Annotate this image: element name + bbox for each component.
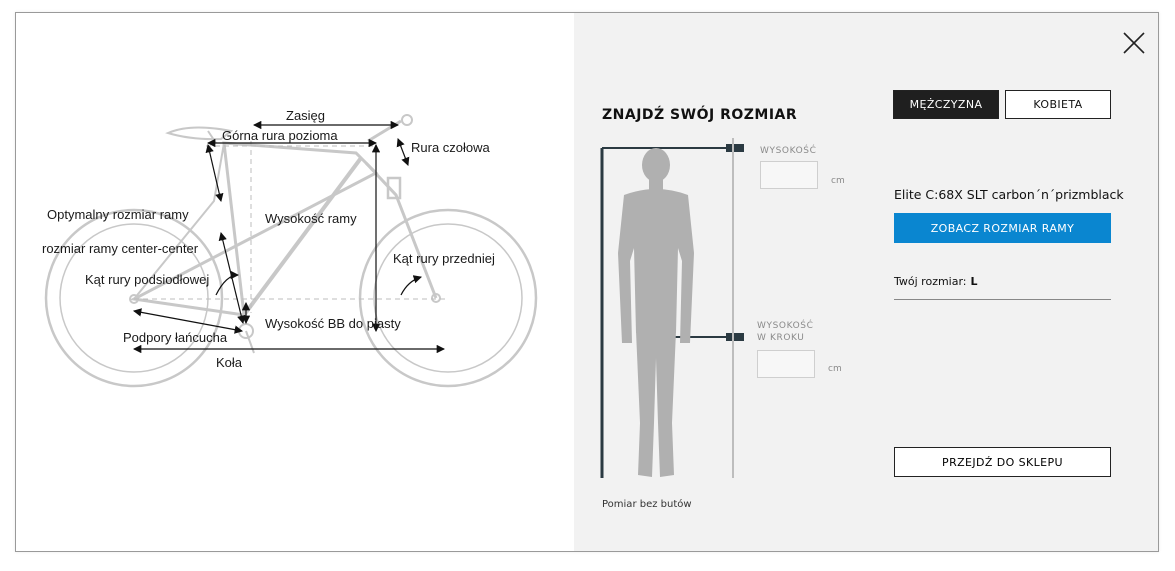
size-finder-panel bbox=[574, 13, 1158, 551]
label-reach: Zasięg bbox=[286, 108, 326, 123]
go-to-shop-button[interactable]: PRZEJDŹ DO SKLEPU bbox=[894, 447, 1111, 477]
inseam-label-line2: W KROKU bbox=[757, 333, 805, 343]
handlebar bbox=[402, 115, 412, 125]
label-optimal-frame-size: Optymalny rozmiar ramy bbox=[47, 207, 189, 222]
gender-male-button[interactable]: MĘŻCZYZNA bbox=[893, 90, 999, 119]
label-frame-height: Wysokość ramy bbox=[265, 211, 357, 226]
head-tube-arrow bbox=[398, 139, 408, 165]
frame-main bbox=[134, 143, 376, 315]
label-bb-height: Wysokość BB do piasty bbox=[265, 316, 401, 331]
label-top-tube: Górna rura pozioma bbox=[222, 128, 338, 143]
height-marker bbox=[726, 144, 744, 152]
measurement-note: Pomiar bez butów bbox=[602, 499, 692, 510]
label-head-tube: Rura czołowa bbox=[411, 140, 490, 155]
height-label: WYSOKOŚĆ bbox=[760, 146, 817, 156]
view-frame-size-button[interactable]: ZOBACZ ROZMIAR RAMY bbox=[894, 213, 1111, 243]
label-chainstays: Podpory łańcucha bbox=[123, 330, 228, 345]
inseam-marker bbox=[726, 333, 744, 341]
label-center-center: rozmiar ramy center-center bbox=[42, 241, 199, 256]
product-name: Elite C:68X SLT carbon´n´prizmblack bbox=[894, 187, 1124, 202]
person-silhouette bbox=[618, 148, 694, 477]
inseam-label-line1: WYSOKOŚĆ bbox=[757, 321, 814, 331]
label-seat-tube-angle: Kąt rury podsiodłowej bbox=[85, 272, 210, 287]
front-wheel-tire bbox=[360, 210, 536, 386]
close-button[interactable] bbox=[1120, 29, 1148, 57]
size-guide-modal bbox=[15, 12, 1159, 552]
inseam-unit: cm bbox=[828, 364, 842, 374]
your-size-label: Twój rozmiar: bbox=[894, 275, 967, 288]
down-tube bbox=[244, 158, 361, 315]
bike-geometry-diagram bbox=[16, 13, 574, 551]
label-wheels: Koła bbox=[216, 355, 243, 370]
height-input[interactable] bbox=[760, 161, 818, 189]
gender-female-button[interactable]: KOBIETA bbox=[1005, 90, 1111, 119]
chainstay-arrow bbox=[134, 311, 242, 331]
height-unit: cm bbox=[831, 176, 845, 186]
your-size-row bbox=[894, 275, 1111, 300]
size-finder-title: ZNAJDŹ SWÓJ ROZMIAR bbox=[602, 107, 798, 123]
head-angle-arrow bbox=[401, 277, 421, 295]
stem bbox=[368, 121, 401, 141]
label-head-tube-angle: Kąt rury przedniej bbox=[393, 251, 495, 266]
close-icon bbox=[1120, 29, 1148, 57]
front-wheel-rim bbox=[374, 224, 522, 372]
body-measurement-figure bbox=[594, 133, 744, 483]
inseam-input[interactable] bbox=[757, 350, 815, 378]
your-size-value: L bbox=[970, 275, 978, 288]
